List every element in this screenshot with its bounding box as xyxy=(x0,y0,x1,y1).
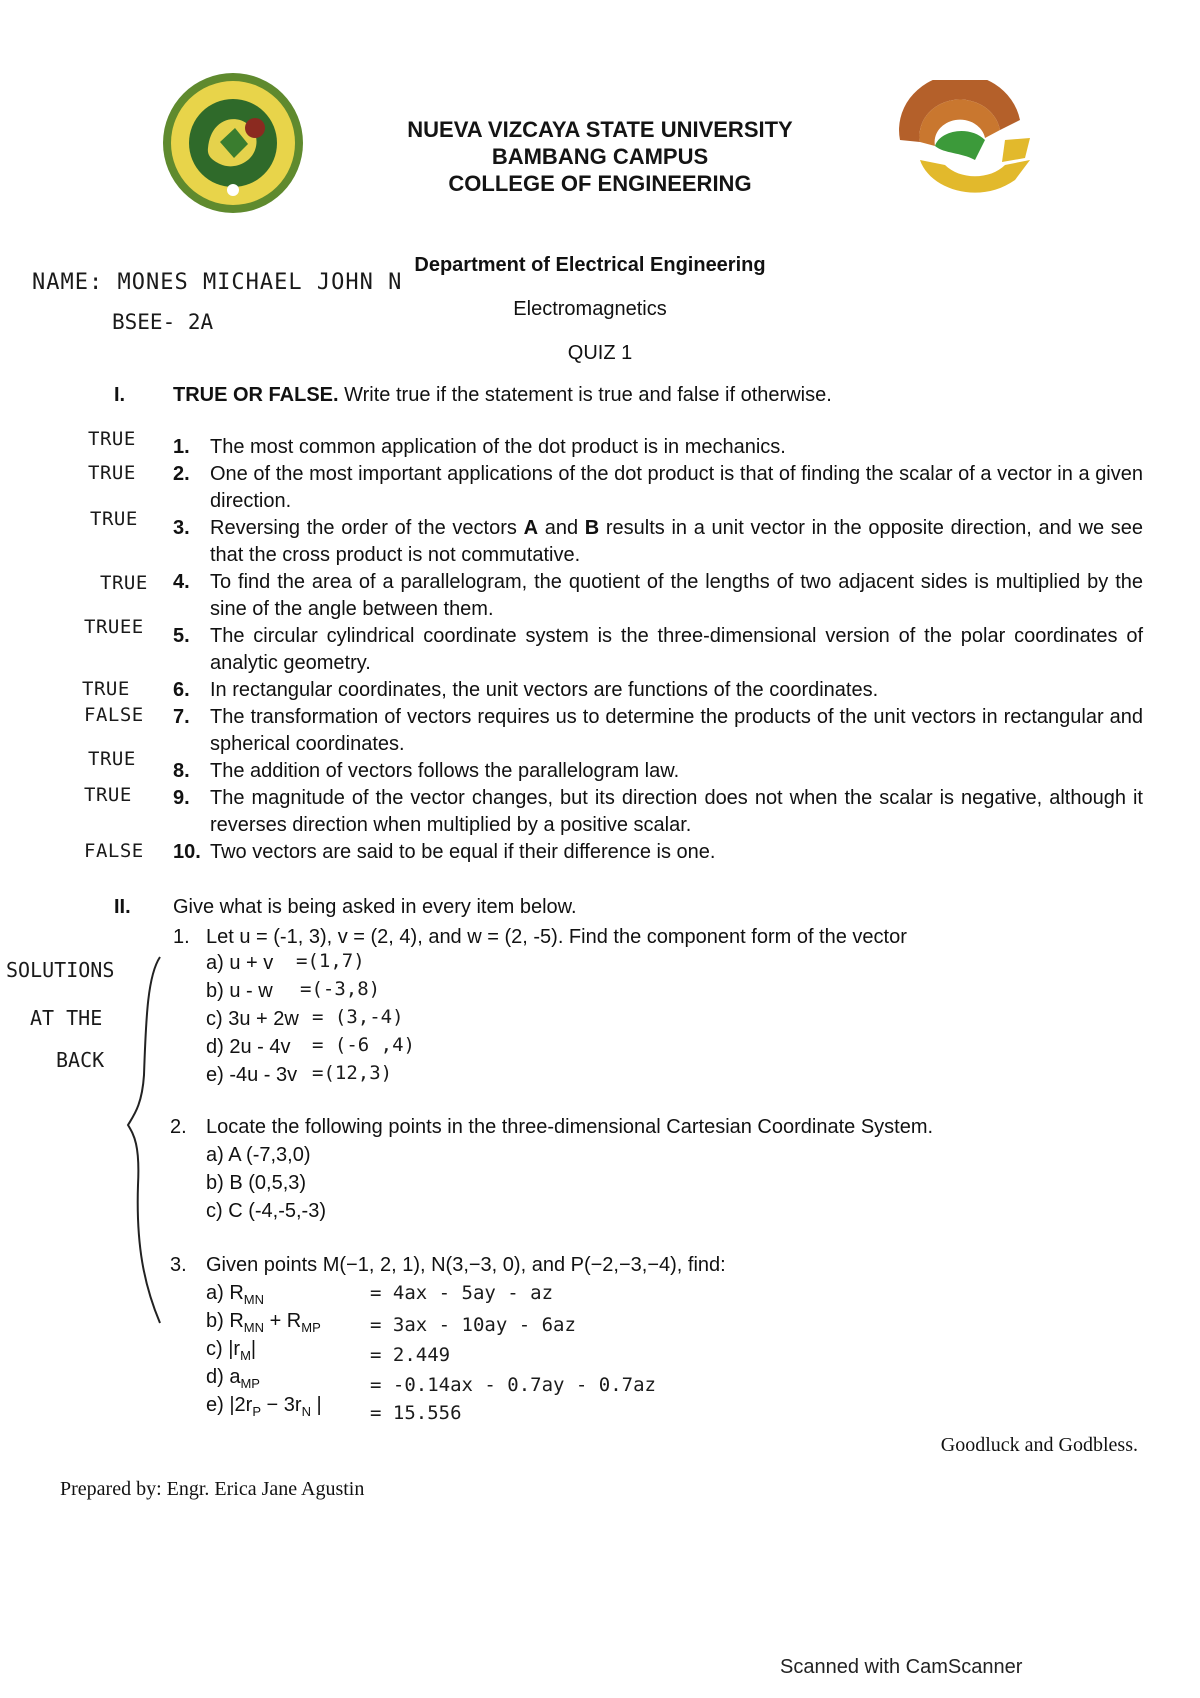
q1 xyxy=(173,924,907,951)
item-text xyxy=(210,515,1143,569)
part1-title-bold: TRUE OR FALSE. xyxy=(173,384,339,406)
item-number: 4. xyxy=(173,571,190,593)
answer-6: TRUE xyxy=(82,678,130,700)
part1-title xyxy=(173,384,832,407)
q1-part-e-answer: =(12,3) xyxy=(312,1062,393,1084)
university-name: NUEVA VIZCAYA STATE UNIVERSITY xyxy=(407,117,793,142)
q3-part-c-label: c) $|r_M|$ xyxy=(206,1338,257,1363)
q3-text: Given points M(−1, 2, 1), N(3,−3, 0), and P(−2,−3,−4), find: xyxy=(206,1254,726,1276)
item-number: 10. xyxy=(173,841,201,863)
q3-answer-c: = 2.449 xyxy=(370,1344,451,1366)
part1-title-rest: Write true if the statement is true and false if otherwise. xyxy=(338,384,832,406)
q3-part-b-label: b) $R_{MN} + R_{MP}$ xyxy=(206,1310,321,1335)
list-item xyxy=(173,839,1143,866)
item-text-part: results in a unit vector in the opposite direction, and we see that the cross product is not commutative. xyxy=(210,517,1143,566)
list-item xyxy=(173,785,1143,839)
q1-part-e-label: e) -4u - 3v xyxy=(206,1064,298,1086)
university-seal xyxy=(160,70,306,216)
campus-name: BAMBANG CAMPUS xyxy=(491,144,709,169)
part2-numeral: II. xyxy=(114,896,131,918)
list-item xyxy=(173,461,1143,515)
item-text: One of the most important applications of the dot product is that of finding the scalar of a vector in a given direction. xyxy=(210,463,1143,512)
q1-part-d-answer: = (-6 ,4) xyxy=(312,1034,415,1056)
q3 xyxy=(170,1252,726,1279)
q2-part-c: c) C (-4,-5,-3) xyxy=(206,1200,326,1222)
q3-answer-a: = 4ax - 5ay - az xyxy=(370,1282,554,1304)
list-item xyxy=(173,515,1143,569)
q3-answer-b: = 3ax - 10ay - 6az xyxy=(370,1314,576,1336)
q3-part-d-label: d) $a_{MP}$ xyxy=(206,1366,260,1391)
margin-note-line3: BACK xyxy=(56,1048,105,1072)
item-text: The addition of vectors follows the parallelogram law. xyxy=(210,760,680,782)
q1-part-b-label: b) u - w xyxy=(206,980,273,1002)
list-item xyxy=(173,677,1143,704)
item-number: 8. xyxy=(173,760,190,782)
answer-7: FALSE xyxy=(84,704,144,726)
margin-note-line2: AT THE xyxy=(30,1006,103,1030)
q3-answer-d: = -0.14ax - 0.7ay - 0.7az xyxy=(370,1374,656,1396)
list-item xyxy=(173,623,1143,677)
q1-part-d-label: d) 2u - 4v xyxy=(206,1036,291,1058)
q1-text: Let u = (-1, 3), v = (2, 4), and w = (2, -5). Find the component form of the vector xyxy=(206,926,907,948)
answer-10: FALSE xyxy=(84,840,144,862)
q1-number: 1. xyxy=(173,926,190,948)
answer-3: TRUE xyxy=(90,508,138,530)
item-number: 1. xyxy=(173,436,190,458)
answer-1: TRUE xyxy=(88,428,136,450)
college-logo xyxy=(890,80,1040,210)
q2-part-a: a) A (-7,3,0) xyxy=(206,1144,311,1166)
q1-part-b-answer: =(-3,8) xyxy=(300,978,381,1000)
item-text: Two vectors are said to be equal if their difference is one. xyxy=(210,841,716,863)
answer-4: TRUE xyxy=(100,572,148,594)
q1-part-c-label: c) 3u + 2w xyxy=(206,1008,299,1030)
q1-part-c-answer: = (3,-4) xyxy=(312,1006,404,1028)
list-item xyxy=(173,758,1143,785)
college-name: COLLEGE OF ENGINEERING xyxy=(448,171,752,196)
q2 xyxy=(170,1114,933,1141)
list-item xyxy=(173,569,1143,623)
answer-9: TRUE xyxy=(84,784,132,806)
vector-b: B xyxy=(584,517,600,539)
item-text-part: and xyxy=(538,517,585,539)
item-text-part: Reversing the order of the vectors xyxy=(210,517,524,539)
answer-2: TRUE xyxy=(88,462,136,484)
quiz-title: QUIZ 1 xyxy=(567,342,633,364)
item-number: 7. xyxy=(173,706,190,728)
part2-title: Give what is being asked in every item below. xyxy=(173,896,577,918)
item-text: The most common application of the dot product is in mechanics. xyxy=(210,436,786,458)
answer-5: TRUEE xyxy=(84,616,144,638)
q1-part-a-answer: =(1,7) xyxy=(296,950,365,972)
institution-header xyxy=(350,116,850,197)
item-text: To find the area of a parallelogram, the quotient of the lengths of two adjacent sides is multiplied by the sine of the angle between them. xyxy=(210,571,1143,620)
student-section: BSEE- 2A xyxy=(112,310,214,334)
q2-part-b: b) B (0,5,3) xyxy=(206,1172,307,1194)
true-false-list xyxy=(173,434,1143,866)
answer-8: TRUE xyxy=(88,748,136,770)
item-number: 2. xyxy=(173,463,190,485)
bracket-mark xyxy=(120,955,170,1325)
q3-number: 3. xyxy=(170,1254,187,1276)
list-item xyxy=(173,704,1143,758)
subject-title: Electromagnetics xyxy=(513,298,667,320)
department-title: Department of Electrical Engineering xyxy=(414,254,766,276)
student-name: NAME: MONES MICHAEL JOHN N xyxy=(32,270,403,295)
list-item xyxy=(173,434,1143,461)
item-text: In rectangular coordinates, the unit vectors are functions of the coordinates. xyxy=(210,679,879,701)
q3-part-e-label: e) $|2r_P - 3r_N$ | xyxy=(206,1394,322,1419)
scanner-watermark: Scanned with CamScanner xyxy=(780,1656,1023,1678)
q3-answer-e: = 15.556 xyxy=(370,1402,462,1424)
closing-text: Goodluck and Godbless. xyxy=(940,1434,1138,1456)
item-text: The circular cylindrical coordinate system is the three-dimensional version of the polar coordinates of analytic geometry. xyxy=(210,625,1143,674)
q3-part-a-label: a) $R_{MN}$ xyxy=(206,1282,265,1307)
item-number: 9. xyxy=(173,787,190,809)
item-text: The transformation of vectors requires us to determine the products of the unit vectors in rectangular and spherical coordinates. xyxy=(210,706,1143,755)
item-number: 3. xyxy=(173,517,190,539)
prepared-by: Prepared by: Engr. Erica Jane Agustin xyxy=(60,1478,365,1500)
item-number: 6. xyxy=(173,679,190,701)
q1-part-a-label: a) u + v xyxy=(206,952,274,974)
q2-number: 2. xyxy=(170,1116,187,1138)
item-number: 5. xyxy=(173,625,190,647)
part1-numeral: I. xyxy=(114,384,126,406)
margin-note-line1: SOLUTIONS xyxy=(6,958,115,982)
q2-text: Locate the following points in the three-dimensional Cartesian Coordinate System. xyxy=(206,1116,934,1138)
item-text: The magnitude of the vector changes, but its direction does not when the scalar is negative, although it reverses direction when multiplied by a positive scalar. xyxy=(210,787,1143,836)
vector-a: A xyxy=(523,517,539,539)
